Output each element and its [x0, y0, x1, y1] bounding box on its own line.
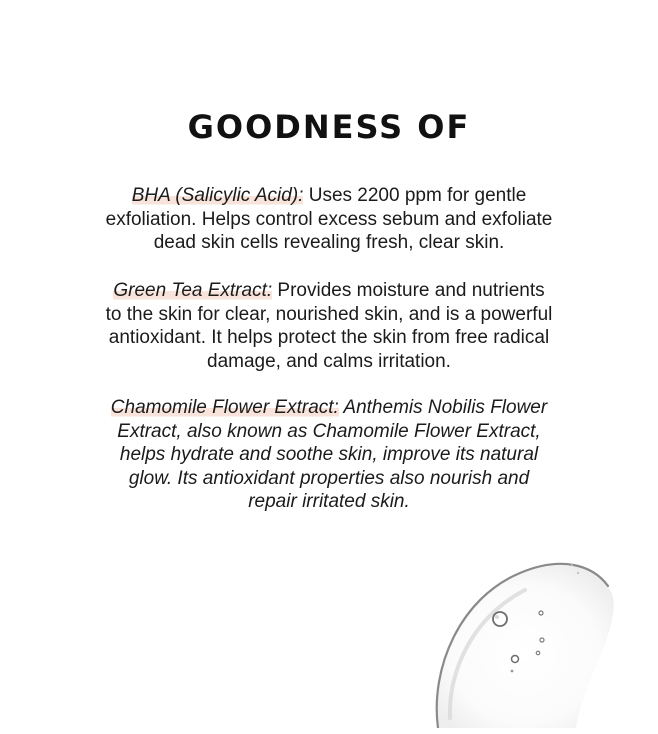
ingredient-description: Provides moisture and nutrients to the skin for clear, nourished skin, and is a powerful antioxidant. It helps protect the skin from free radical damage, and calms irritation.: [105, 280, 553, 372]
ingredient-green-tea: [104, 279, 554, 373]
ingredient-chamomile: [104, 396, 554, 514]
serum-droplet-icon: [420, 528, 640, 728]
ingredient-name: Chamomile Flower Extract:: [110, 397, 339, 418]
ingredient-description: Anthemis Nobilis Flower Extract, also known as Chamomile Flower Extract, helps hydrate and soothe skin, improve its natural glow. Its antioxidant properties also nourish and repair irritated skin.: [117, 397, 548, 512]
ingredient-name: Green Tea Extract:: [113, 280, 273, 301]
ingredient-bha: [104, 184, 554, 255]
ingredient-description: Uses 2200 ppm for gentle exfoliation. Helps control excess sebum and exfoliate dead skin cells revealing fresh, clear skin.: [105, 185, 553, 253]
page-title: GOODNESS OF: [187, 108, 471, 146]
ingredient-name: BHA (Salicylic Acid):: [131, 185, 304, 206]
